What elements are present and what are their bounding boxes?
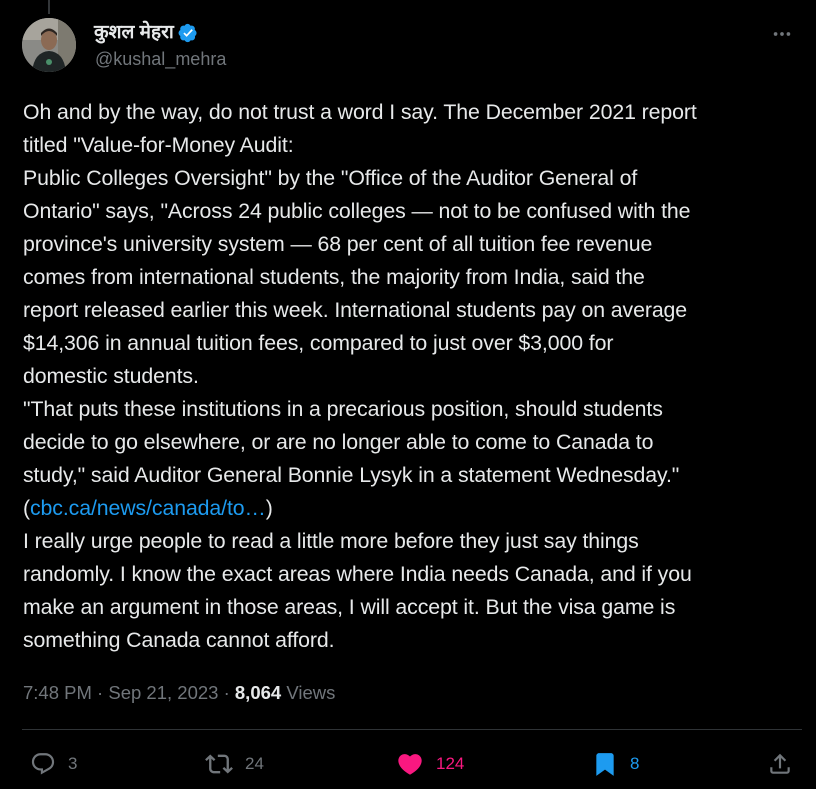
tweet-metadata — [23, 679, 335, 707]
like-icon — [396, 750, 424, 778]
like-count: 124 — [436, 754, 465, 773]
divider — [22, 729, 802, 730]
tweet-header — [22, 18, 794, 74]
bookmark-count: 8 — [630, 754, 640, 773]
reply-button[interactable] — [30, 742, 77, 786]
verified-badge-icon[interactable] — [178, 23, 198, 43]
repost-button[interactable] — [205, 742, 264, 786]
tweet-text — [23, 96, 798, 657]
tweet-link[interactable]: cbc.ca/news/canada/to… — [30, 496, 266, 520]
reply-icon — [30, 751, 56, 777]
share-icon — [767, 751, 793, 777]
tweet-date[interactable]: Sep 21, 2023 — [108, 682, 219, 703]
thread-connector-line — [48, 0, 50, 14]
share-button[interactable] — [767, 742, 793, 786]
bookmark-button[interactable] — [592, 742, 639, 786]
more-options-icon[interactable] — [770, 22, 794, 46]
views-label: Views — [281, 682, 336, 703]
meta-separator: · — [218, 682, 235, 703]
action-bar — [0, 742, 816, 786]
bookmark-icon — [592, 750, 618, 778]
avatar[interactable] — [22, 18, 76, 72]
like-button[interactable] — [396, 742, 464, 786]
name-row[interactable] — [94, 21, 198, 45]
tweet-text-part: Oh and by the way, do not trust a word I say. The December 2021 report titled "Value-for-Money Audit: Public Colleges Oversight" by the "Office of the Auditor General of Ontario" says, "Across 24 public colleges — not to be confused with the province's university system — 68 per cent of all tuition fee revenue comes from international students, the majority from India, said the report released earlier this week. International students pay on average $14,306 in annual tuition fees, compared to just over $3,000 for domestic students. "That puts these institutions in a precarious position, should students decide to go elsewhere, or are no longer able to come to Canada to study," said Auditor General Bonnie Lysyk in a statement Wednesday." ( — [23, 100, 697, 520]
display-name[interactable]: कुशल मेहरा — [94, 22, 174, 43]
avatar-photo — [22, 18, 76, 72]
reply-count: 3 — [68, 754, 78, 773]
meta-separator: · — [91, 682, 109, 703]
tweet-text-part: ) I really urge people to read a little more before they just say things randomly. I know the exact areas where India needs Canada, and if you make an argument in those areas, I will accept it. But the visa game is something Canada cannot afford. — [23, 496, 692, 652]
repost-icon — [205, 750, 233, 778]
tweet-time[interactable]: 7:48 PM — [23, 682, 92, 703]
views-count: 8,064 — [234, 682, 282, 703]
user-handle[interactable]: @kushal_mehra — [95, 49, 227, 69]
repost-count: 24 — [245, 754, 264, 773]
